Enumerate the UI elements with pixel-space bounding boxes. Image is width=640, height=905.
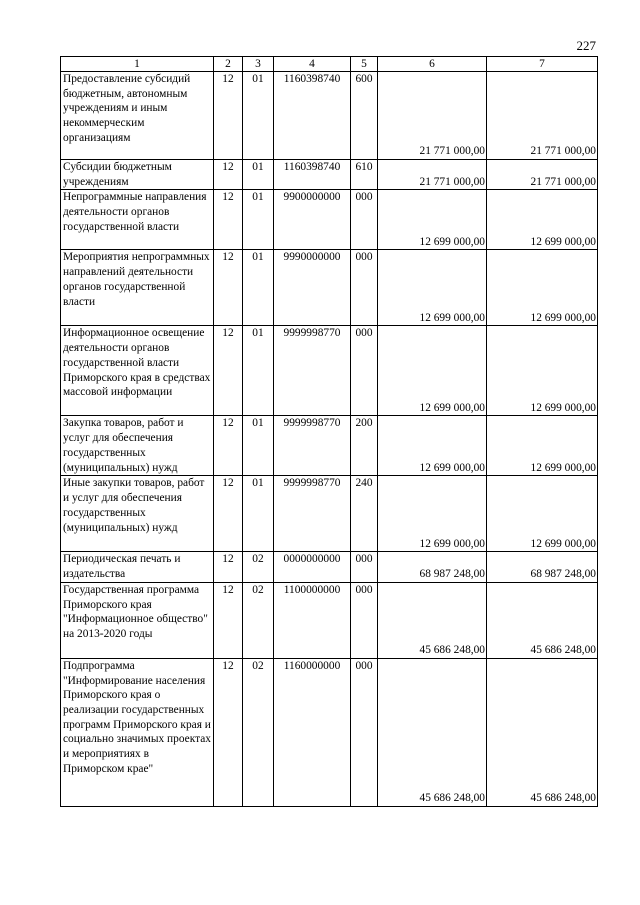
table-row	[61, 416, 598, 476]
amount-cell: 12 699 000,00	[487, 190, 598, 250]
subsection-code-cell: 01	[243, 250, 274, 326]
section-code-cell: 12	[214, 582, 243, 658]
section-code-cell: 12	[214, 476, 243, 552]
target-article-cell: 9900000000	[274, 190, 351, 250]
subsection-code-cell: 01	[243, 72, 274, 160]
section-code-cell: 12	[214, 250, 243, 326]
amount-cell: 12 699 000,00	[378, 326, 487, 416]
table-body	[61, 72, 598, 807]
row-name-cell: Иные закупки товаров, работ и услуг для обеспечения государственных (муниципальных) нужд	[61, 476, 214, 552]
row-name-cell: Периодическая печать и издательства	[61, 552, 214, 582]
amount-cell: 45 686 248,00	[487, 582, 598, 658]
amount-cell: 21 771 000,00	[378, 72, 487, 160]
amount-cell: 21 771 000,00	[378, 160, 487, 190]
table-row	[61, 326, 598, 416]
row-name-cell: Подпрограмма "Информирование населения Приморского края о реализации государственных программ Приморского края и социально значимых проектах и мероприятиях в Приморском крае"	[61, 658, 214, 806]
subsection-code-cell: 02	[243, 658, 274, 806]
amount-cell: 12 699 000,00	[487, 476, 598, 552]
section-code-cell: 12	[214, 190, 243, 250]
section-code-cell: 12	[214, 552, 243, 582]
subsection-code-cell: 02	[243, 582, 274, 658]
expense-type-cell: 000	[351, 658, 378, 806]
table-row	[61, 552, 598, 582]
target-article-cell: 1100000000	[274, 582, 351, 658]
row-name-cell: Мероприятия непрограммных направлений деятельности органов государственной власти	[61, 250, 214, 326]
amount-cell: 45 686 248,00	[378, 582, 487, 658]
row-name-cell: Субсидии бюджетным учреждениям	[61, 160, 214, 190]
target-article-cell: 9999998770	[274, 476, 351, 552]
amount-cell: 12 699 000,00	[487, 250, 598, 326]
amount-cell: 68 987 248,00	[378, 552, 487, 582]
target-article-cell: 1160398740	[274, 160, 351, 190]
row-name-cell: Непрограммные направления деятельности органов государственной власти	[61, 190, 214, 250]
subsection-code-cell: 02	[243, 552, 274, 582]
table-row	[61, 476, 598, 552]
column-header: 2	[214, 57, 243, 72]
row-name-cell: Государственная программа Приморского края "Информационное общество" на 2013-2020 годы	[61, 582, 214, 658]
budget-table	[60, 56, 598, 807]
target-article-cell: 9999998770	[274, 416, 351, 476]
section-code-cell: 12	[214, 326, 243, 416]
table-row	[61, 250, 598, 326]
page-number: 227	[576, 38, 596, 53]
column-header: 4	[274, 57, 351, 72]
section-code-cell: 12	[214, 658, 243, 806]
subsection-code-cell: 01	[243, 326, 274, 416]
column-header: 3	[243, 57, 274, 72]
amount-cell: 12 699 000,00	[378, 190, 487, 250]
section-code-cell: 12	[214, 72, 243, 160]
target-article-cell: 9990000000	[274, 250, 351, 326]
subsection-code-cell: 01	[243, 476, 274, 552]
target-article-cell: 0000000000	[274, 552, 351, 582]
table-row	[61, 72, 598, 160]
expense-type-cell: 000	[351, 190, 378, 250]
table-row	[61, 190, 598, 250]
expense-type-cell: 000	[351, 250, 378, 326]
amount-cell: 45 686 248,00	[378, 658, 487, 806]
table-row	[61, 658, 598, 806]
amount-cell: 12 699 000,00	[378, 416, 487, 476]
column-header: 1	[61, 57, 214, 72]
expense-type-cell: 000	[351, 552, 378, 582]
expense-type-cell: 610	[351, 160, 378, 190]
row-name-cell: Предоставление субсидий бюджетным, автономным учреждениям и иным некоммерческим организациям	[61, 72, 214, 160]
amount-cell: 12 699 000,00	[378, 250, 487, 326]
target-article-cell: 9999998770	[274, 326, 351, 416]
amount-cell: 21 771 000,00	[487, 72, 598, 160]
target-article-cell: 1160000000	[274, 658, 351, 806]
expense-type-cell: 240	[351, 476, 378, 552]
expense-type-cell: 200	[351, 416, 378, 476]
amount-cell: 21 771 000,00	[487, 160, 598, 190]
section-code-cell: 12	[214, 160, 243, 190]
subsection-code-cell: 01	[243, 160, 274, 190]
row-name-cell: Закупка товаров, работ и услуг для обеспечения государственных (муниципальных) нужд	[61, 416, 214, 476]
table-row	[61, 160, 598, 190]
table-row	[61, 582, 598, 658]
subsection-code-cell: 01	[243, 416, 274, 476]
column-header: 5	[351, 57, 378, 72]
subsection-code-cell: 01	[243, 190, 274, 250]
column-header: 7	[487, 57, 598, 72]
section-code-cell: 12	[214, 416, 243, 476]
amount-cell: 68 987 248,00	[487, 552, 598, 582]
header-row	[61, 57, 598, 72]
row-name-cell: Информационное освещение деятельности органов государственной власти Приморского края в средствах массовой информации	[61, 326, 214, 416]
amount-cell: 12 699 000,00	[487, 416, 598, 476]
expense-type-cell: 000	[351, 326, 378, 416]
expense-type-cell: 600	[351, 72, 378, 160]
expense-type-cell: 000	[351, 582, 378, 658]
target-article-cell: 1160398740	[274, 72, 351, 160]
amount-cell: 45 686 248,00	[487, 658, 598, 806]
column-header: 6	[378, 57, 487, 72]
amount-cell: 12 699 000,00	[378, 476, 487, 552]
amount-cell: 12 699 000,00	[487, 326, 598, 416]
